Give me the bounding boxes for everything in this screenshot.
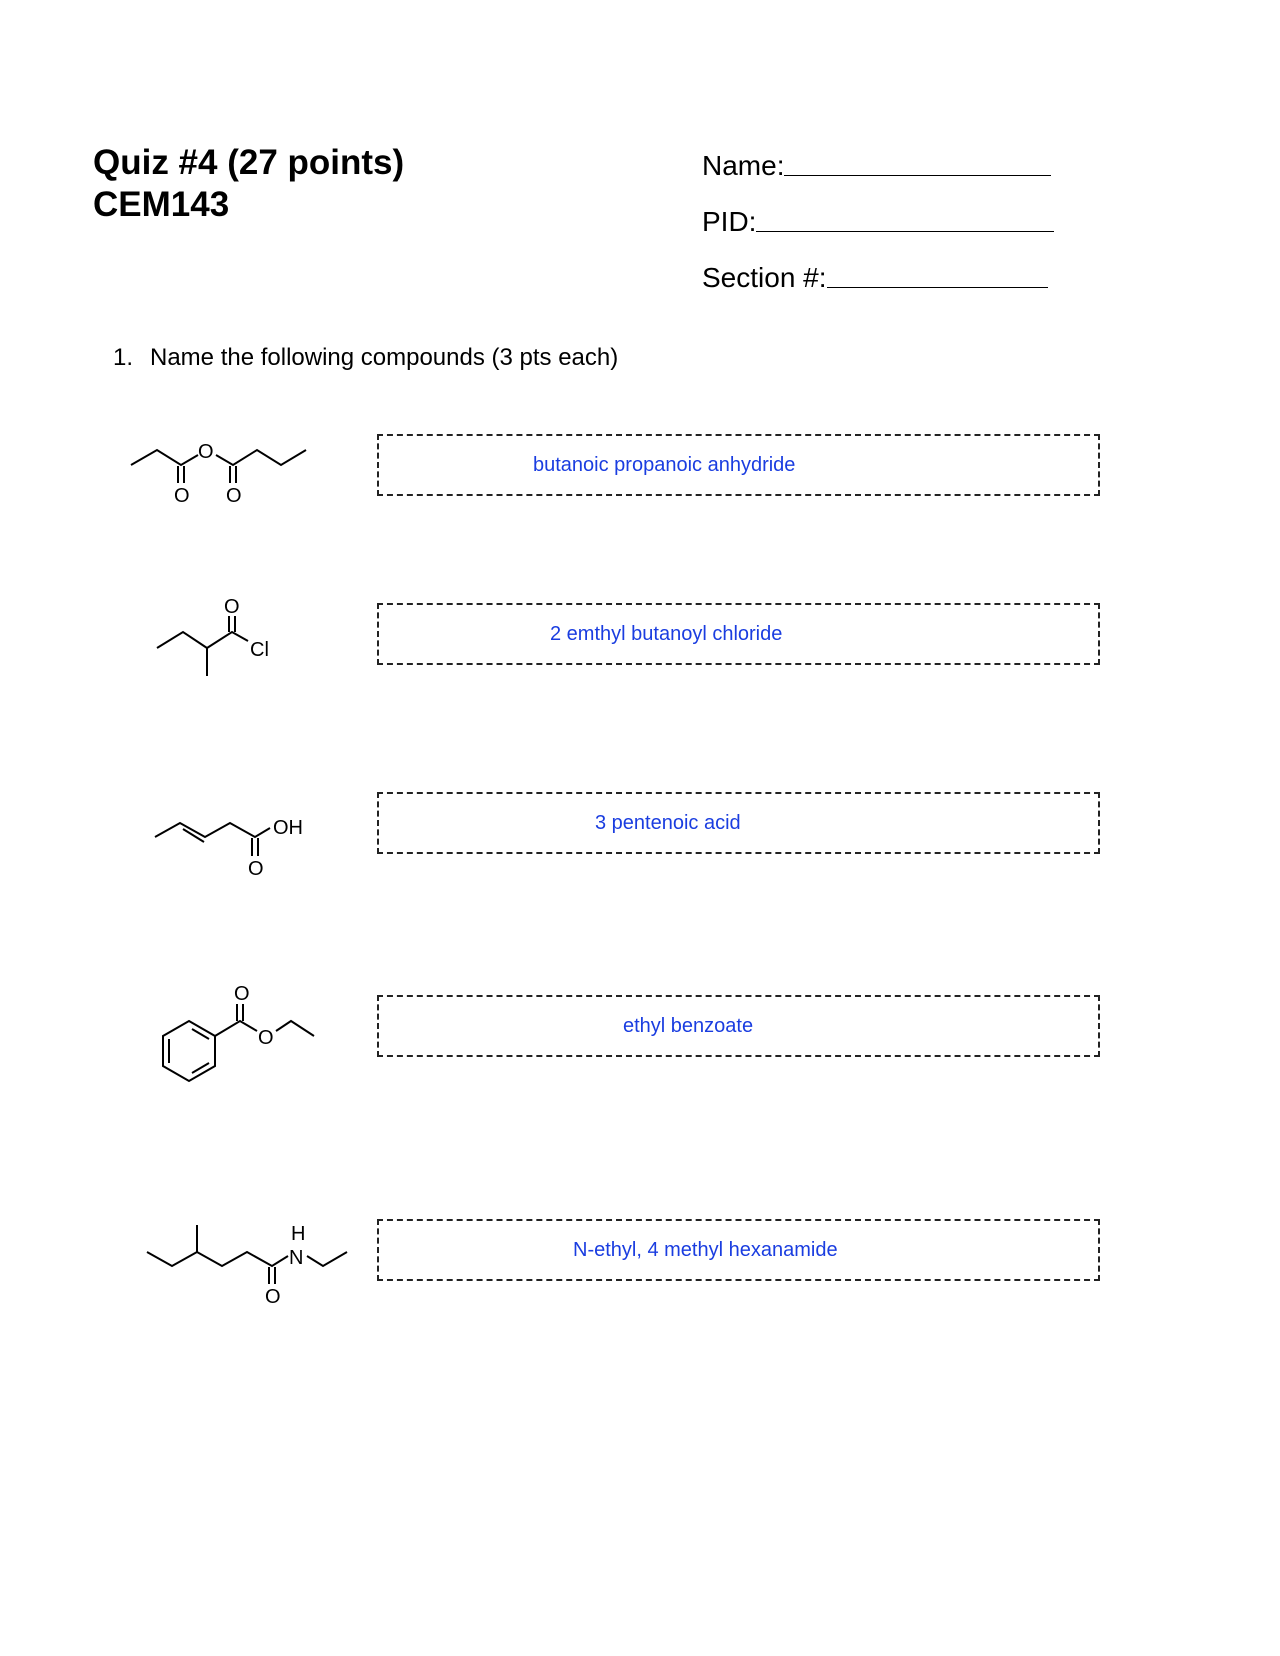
molecule-anhydride bbox=[131, 441, 306, 507]
molecule-acyl-chloride bbox=[157, 596, 269, 676]
pid-label: PID: bbox=[702, 206, 757, 237]
carboxylic-hydroxyl: OH bbox=[273, 817, 303, 839]
molecule-hexanamide bbox=[147, 1223, 347, 1308]
molecule-pentenoic-acid bbox=[155, 817, 303, 880]
answer-text-1: butanoic propanoic anhydride bbox=[533, 453, 796, 476]
quiz-title-line1: Quiz #4 (27 points) bbox=[93, 143, 405, 182]
amide-nitrogen: N bbox=[289, 1247, 304, 1269]
answer-text-5: N-ethyl, 4 methyl hexanamide bbox=[573, 1238, 838, 1261]
question-prompt: Name the following compounds (3 pts each) bbox=[150, 344, 619, 371]
amide-hydrogen: H bbox=[291, 1223, 306, 1245]
amide-carbonyl-oxygen: O bbox=[265, 1286, 281, 1308]
section-label: Section #: bbox=[702, 262, 827, 293]
answer-text-2: 2 emthyl butanoyl chloride bbox=[550, 622, 783, 645]
course-code: CEM143 bbox=[93, 185, 230, 224]
ester-carbonyl-oxygen: O bbox=[234, 983, 250, 1005]
name-label: Name: bbox=[702, 150, 785, 181]
acyl-chloride-oxygen: O bbox=[224, 596, 240, 618]
answer-text-4: ethyl benzoate bbox=[623, 1014, 754, 1037]
molecule-ethyl-benzoate bbox=[163, 983, 314, 1081]
answer-text-3: 3 pentenoic acid bbox=[595, 811, 741, 834]
anhydride-carbonyl-oxygen-1: O bbox=[174, 485, 190, 507]
carboxylic-carbonyl-oxygen: O bbox=[248, 858, 264, 880]
ester-oxygen: O bbox=[258, 1027, 274, 1049]
acyl-chloride-chlorine: Cl bbox=[250, 639, 269, 661]
anhydride-bridge-oxygen: O bbox=[198, 441, 214, 463]
anhydride-carbonyl-oxygen-2: O bbox=[226, 485, 242, 507]
question-number: 1. bbox=[113, 344, 134, 371]
